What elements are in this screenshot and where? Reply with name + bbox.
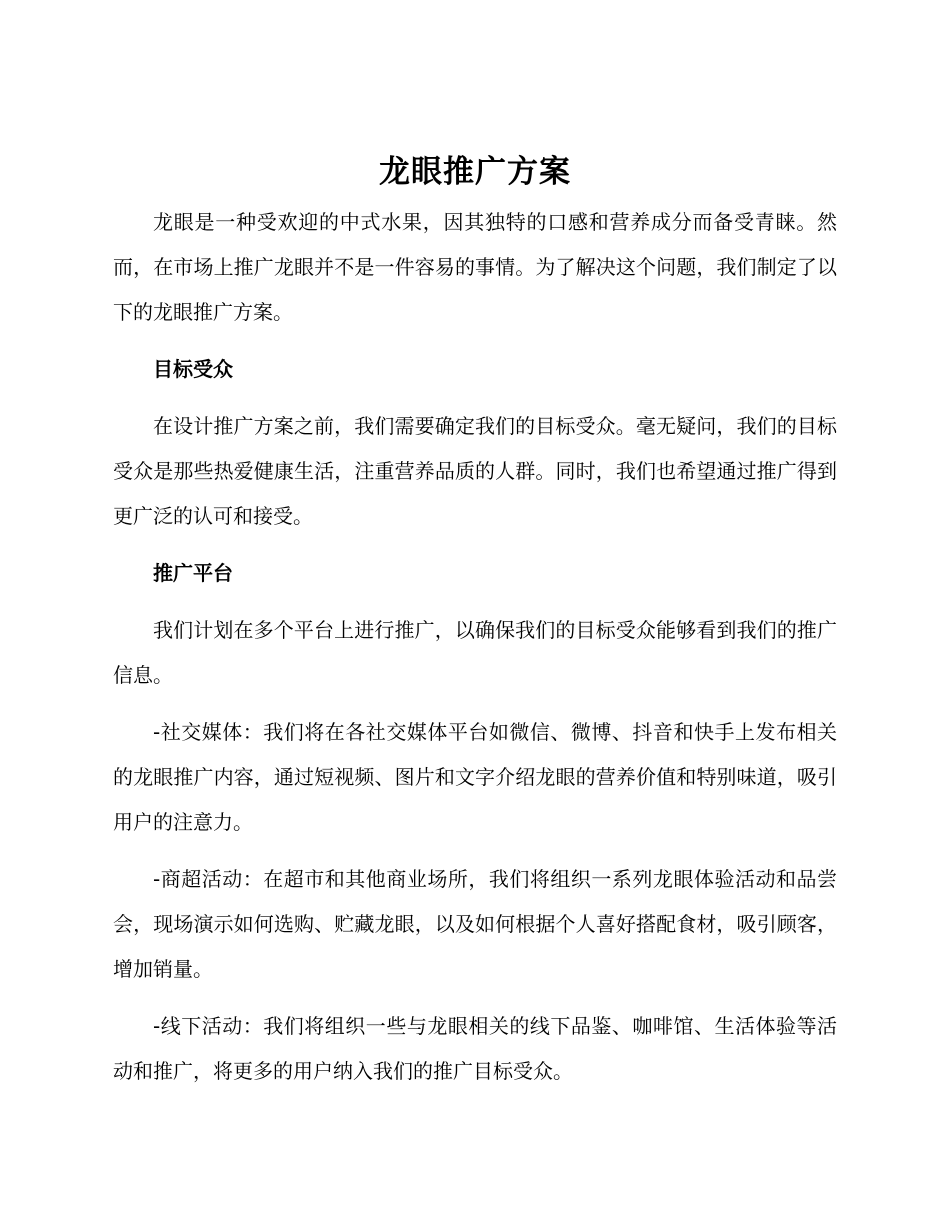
section-heading-target-audience: 目标受众 <box>153 357 233 381</box>
intro-paragraph: 龙眼是一种受欢迎的中式水果，因其独特的口感和营养成分而备受青睐。然而，在市场上推广龙眼并不是一件容易的事情。为了解决这个问题，我们制定了以下的龙眼推广方案。 <box>113 210 837 324</box>
offline-events-paragraph: -线下活动：我们将组织一些与龙眼相关的线下品鉴、咖啡馆、生活体验等活动和推广，将更多的用户纳入我们的推广目标受众。 <box>113 1014 837 1083</box>
social-media-paragraph: -社交媒体：我们将在各社交媒体平台如微信、微博、抖音和快手上发布相关的龙眼推广内容，通过短视频、图片和文字介绍龙眼的营养价值和特别味道，吸引用户的注意力。 <box>113 720 837 834</box>
supermarket-paragraph: -商超活动：在超市和其他商业场所，我们将组织一系列龙眼体验活动和品尝会，现场演示如何选购、贮藏龙眼，以及如何根据个人喜好搭配食材，吸引顾客，增加销量。 <box>113 867 837 981</box>
document-body <box>113 200 837 1106</box>
target-audience-paragraph: 在设计推广方案之前，我们需要确定我们的目标受众。毫无疑问，我们的目标受众是那些热爱健康生活，注重营养品质的人群。同时，我们也希望通过推广得到更广泛的认可和接受。 <box>113 414 837 528</box>
section-heading-platforms: 推广平台 <box>153 561 233 585</box>
document-title: 龙眼推广方案 <box>379 154 571 190</box>
platforms-intro-paragraph: 我们计划在多个平台上进行推广，以确保我们的目标受众能够看到我们的推广信息。 <box>113 618 837 687</box>
